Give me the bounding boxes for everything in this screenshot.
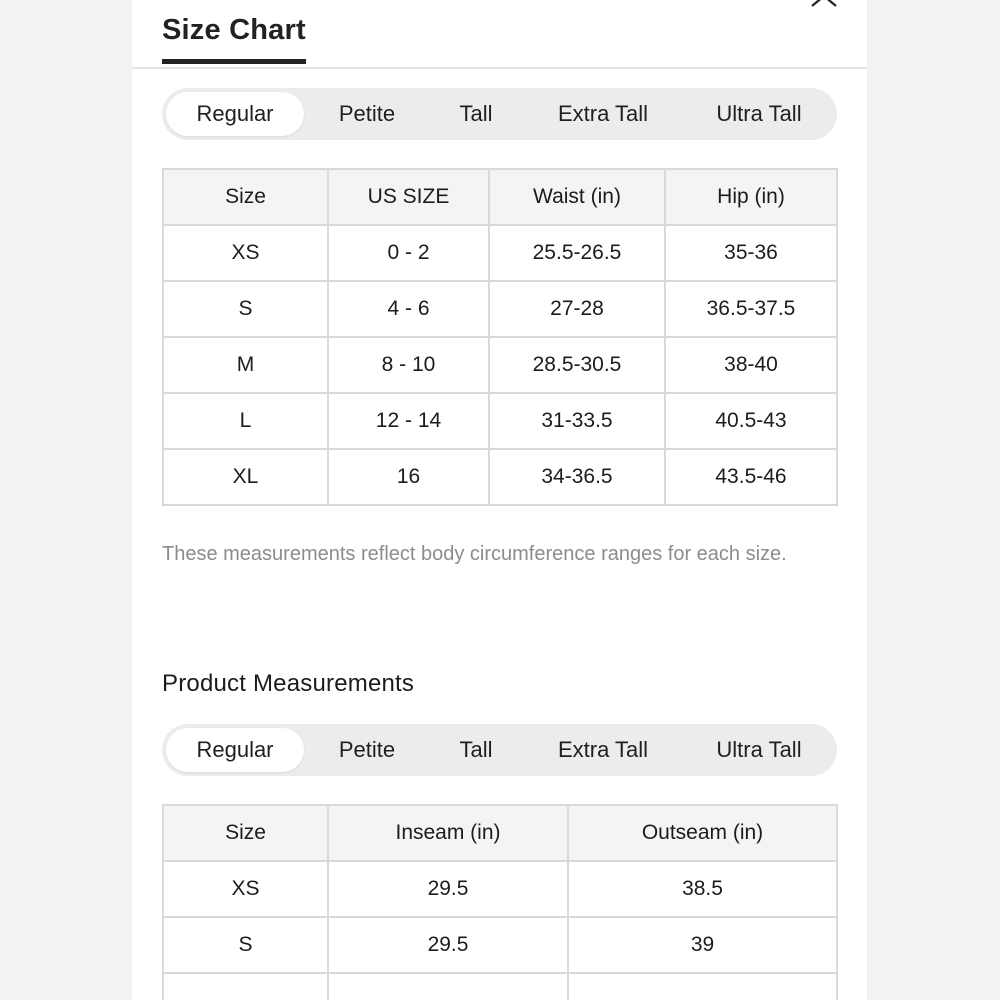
table-row [163, 917, 837, 973]
body-size-table [162, 168, 838, 506]
column-header: Hip (in) [665, 169, 837, 225]
table-row [163, 337, 837, 393]
table-cell: XL [163, 449, 328, 505]
column-header: Outseam (in) [568, 805, 837, 861]
table-cell: 43.5-46 [665, 449, 837, 505]
table-cell: 39 [568, 917, 837, 973]
table-cell: 38.5 [568, 861, 837, 917]
page-title: Size Chart [162, 14, 306, 64]
size-tabs [162, 88, 837, 140]
table-cell: XS [163, 861, 328, 917]
table-row [163, 393, 837, 449]
table-row [163, 281, 837, 337]
product-tab-ultra-tall[interactable]: Ultra Tall [716, 737, 802, 762]
product-tab-regular[interactable]: Regular [166, 728, 304, 772]
tab-ultra-tall[interactable]: Ultra Tall [716, 101, 802, 126]
table-row [163, 861, 837, 917]
tab-extra-tall[interactable]: Extra Tall [557, 101, 649, 126]
size-chart-panel [132, 0, 867, 1000]
table-header-row [163, 805, 837, 861]
column-header: Size [163, 169, 328, 225]
tab-tall[interactable]: Tall [459, 101, 493, 126]
table-cell: 28.5-30.5 [489, 337, 665, 393]
table-cell: 27-28 [489, 281, 665, 337]
column-header: Inseam (in) [328, 805, 568, 861]
table-cell: 34-36.5 [489, 449, 665, 505]
product-tab-tall[interactable]: Tall [459, 737, 493, 762]
table-cell: 35-36 [665, 225, 837, 281]
product-tab-petite[interactable]: Petite [338, 737, 396, 762]
header-divider [132, 67, 867, 69]
table-cell [163, 973, 328, 1000]
column-header: US SIZE [328, 169, 489, 225]
table-cell: S [163, 281, 328, 337]
table-cell: 29.5 [328, 861, 568, 917]
table-cell: 0 - 2 [328, 225, 489, 281]
table-cell: XS [163, 225, 328, 281]
tab-petite[interactable]: Petite [338, 101, 396, 126]
column-header: Size [163, 805, 328, 861]
tab-regular[interactable]: Regular [166, 92, 304, 136]
table-row [163, 449, 837, 505]
table-cell: 38-40 [665, 337, 837, 393]
table-cell [568, 973, 837, 1000]
table-cell [328, 973, 568, 1000]
product-size-tabs [162, 724, 837, 776]
table-row [163, 225, 837, 281]
table-cell: M [163, 337, 328, 393]
table-cell: 40.5-43 [665, 393, 837, 449]
table-cell: L [163, 393, 328, 449]
table-cell: 36.5-37.5 [665, 281, 837, 337]
product-measurements-title: Product Measurements [162, 670, 415, 697]
table-cell: 25.5-26.5 [489, 225, 665, 281]
table-cell: 8 - 10 [328, 337, 489, 393]
table-cell: S [163, 917, 328, 973]
product-tab-extra-tall[interactable]: Extra Tall [557, 737, 649, 762]
product-measurements-table [162, 804, 838, 1000]
table-cell: 16 [328, 449, 489, 505]
close-icon[interactable] [810, 0, 840, 8]
measurement-note: These measurements reflect body circumference ranges for each size. [162, 543, 787, 565]
table-row [163, 973, 837, 1000]
column-header: Waist (in) [489, 169, 665, 225]
table-cell: 29.5 [328, 917, 568, 973]
table-cell: 12 - 14 [328, 393, 489, 449]
table-cell: 4 - 6 [328, 281, 489, 337]
table-cell: 31-33.5 [489, 393, 665, 449]
table-header-row [163, 169, 837, 225]
